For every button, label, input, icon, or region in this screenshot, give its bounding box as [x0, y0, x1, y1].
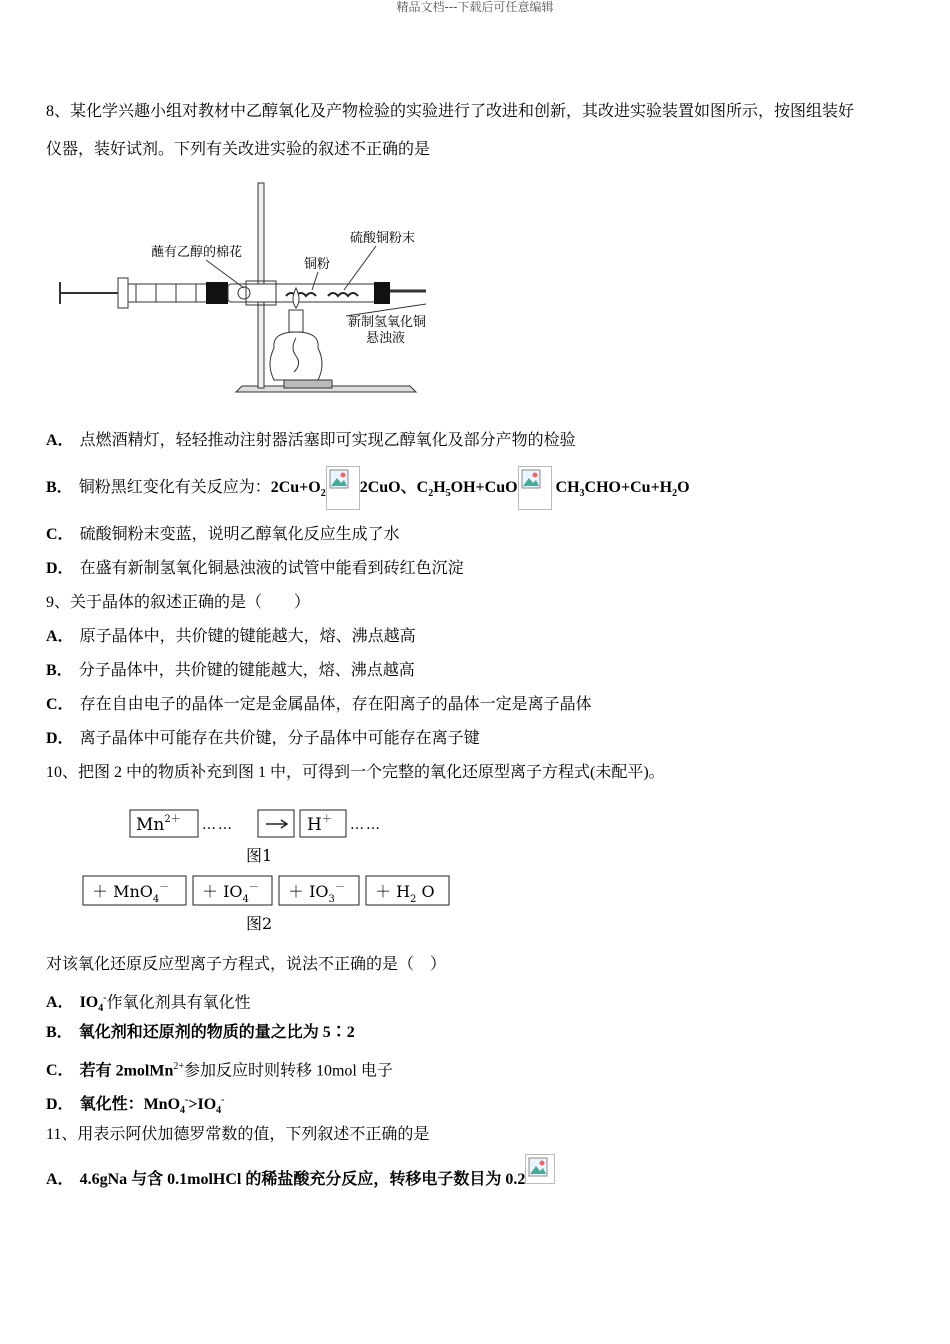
label-copper: 铜粉 — [304, 257, 331, 272]
image-placeholder-icon — [326, 466, 360, 510]
q9-option-d: D． 离子晶体中可能存在共价键，分子晶体中可能存在离子键 — [46, 730, 480, 747]
label-cotton: 蘸有乙醇的棉花 — [151, 245, 243, 260]
q10-option-a: A． $IO_4^-$作氧化剂具有氧化性 — [46, 993, 251, 1015]
fig1-dots-1: …… — [202, 817, 234, 833]
label-cuoh2-line1: 新制氢氧化铜 — [348, 315, 426, 330]
fig2-box-h2o: ＋ $H_2$ O — [375, 882, 435, 905]
q10-option-c: C． 若有 2molMn$^{2+}$参加反应时则转移 10mol 电子 — [46, 1061, 393, 1080]
q10-option-b: B． 氧化剂和还原剂的物质的量之比为 5∶2 — [46, 1024, 355, 1041]
fig1-label: 图1 — [246, 846, 273, 865]
q8-option-c: C． 硫酸铜粉末变蓝，说明乙醇氧化反应生成了水 — [46, 526, 400, 543]
image-placeholder-icon — [518, 466, 552, 510]
q8-option-b: B． 铜粉黑红变化有关反应为：$2Cu+O_2$ 2CuO、$C_2H_5OH+CuO$ $CH_3CHO+Cu+H_2O$ — [46, 466, 690, 516]
q9-option-c: C． 存在自由电子的晶体一定是金属晶体，存在阳离子的晶体一定是离子晶体 — [46, 696, 592, 713]
fig2-box-mno4: ＋ MnO$_4$－ — [92, 882, 170, 905]
q11-option-a: A． 4.6gNa 与含 0.1molHCl 的稀盐酸充分反应，转移电子数目为 0.2 — [46, 1162, 555, 1198]
q10-option-d: D． 氧化性：$MnO_4^->IO_4^-$ — [46, 1095, 225, 1117]
fig1-box1: $Mn^{2+}$ — [136, 814, 181, 835]
page-header: 精品文档---下载后可任意编辑 — [396, 0, 554, 14]
q8-stem-line2: 仪器，装好试剂。下列有关改进实验的叙述不正确的是 — [46, 141, 431, 158]
q8-option-a: A． 点燃酒精灯，轻轻推动注射器活塞即可实现乙醇氧化及部分产物的检验 — [46, 432, 576, 449]
q9-stem: 9、关于晶体的叙述正确的是（ ） — [46, 594, 311, 611]
fig1-dots-2: …… — [350, 817, 382, 833]
fig2-label: 图2 — [246, 914, 273, 933]
q8-option-d: D． 在盛有新制氢氧化铜悬浊液的试管中能看到砖红色沉淀 — [46, 560, 464, 577]
q10-figures — [80, 805, 452, 935]
image-placeholder-icon — [525, 1154, 555, 1184]
q9-option-b: B． 分子晶体中，共价键的键能越大，熔、沸点越高 — [46, 662, 415, 679]
q10-question: 对该氧化还原反应型离子方程式，说法不正确的是（ ） — [46, 956, 447, 973]
fig2-box-io3: ＋ $IO_3^-$ — [288, 882, 345, 905]
q10-stem: 10、把图 2 中的物质补充到图 1 中，可得到一个完整的氧化还原型离子方程式(未配平)。 — [46, 764, 665, 781]
q9-option-a: A． 原子晶体中，共价键的键能越大，熔、沸点越高 — [46, 628, 416, 645]
fig1-box3: H＋ — [307, 814, 332, 835]
fig2-box-io4: ＋ $IO_4^-$ — [202, 882, 259, 905]
q8-apparatus-figure — [56, 180, 426, 405]
label-cuoh2-line2: 悬浊液 — [366, 331, 406, 346]
q8-stem-line1: 8、某化学兴趣小组对教材中乙醇氧化及产物检验的实验进行了改进和创新，其改进实验装置如图所示，按图组装好 — [46, 103, 855, 120]
label-cuso4: 硫酸铜粉末 — [350, 231, 416, 246]
q11-stem: 11、用表示阿伏加德罗常数的值，下列叙述不正确的是 — [46, 1126, 430, 1143]
